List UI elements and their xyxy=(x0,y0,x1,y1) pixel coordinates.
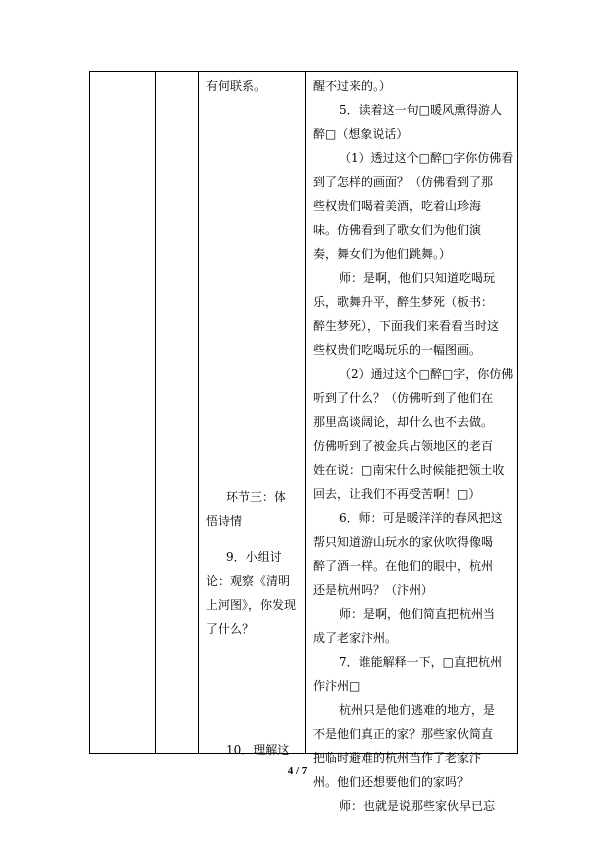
col4-line: 些权贵们喝着美酒，吃着山珍海 xyxy=(313,199,482,213)
col4-line: 回去，让我们不再受苦啊！□） xyxy=(313,487,481,501)
col4-line: 杭州只是他们逃难的地方，是 xyxy=(339,703,496,717)
page-number: 4 / 7 xyxy=(287,765,308,777)
col3-line: 悟诗情 xyxy=(206,514,243,528)
column-divider-3 xyxy=(305,71,306,754)
col4-line: 那里高谈阔论，却什么也不去做。 xyxy=(313,415,494,429)
table-left-border xyxy=(89,71,90,754)
col3-line: 环节三：体 xyxy=(226,490,287,504)
col4-line: 7．谁能解释一下，□直把杭州 xyxy=(339,655,502,669)
col4-line: （1）透过这个□醉□字你仿佛看 xyxy=(339,151,514,165)
col4-line: 5．读着这一句□暖风熏得游人 xyxy=(339,103,502,117)
col4-line: 作汴州□ xyxy=(313,679,361,693)
col4-line: 到了怎样的画面？（仿佛看到了那 xyxy=(313,175,494,189)
col4-line: 些权贵们吃喝玩乐的一幅图画。 xyxy=(313,343,482,357)
col4-line: 仿佛听到了被金兵占领地区的老百 xyxy=(313,439,494,453)
column-divider-2 xyxy=(198,71,199,754)
col4-line: （2）通过这个□醉□字，你仿佛 xyxy=(339,367,514,381)
col4-line: 师：是啊，他们只知道吃喝玩 xyxy=(339,271,496,285)
col4-line: 醉了酒一样。在他们的眼中，杭州 xyxy=(313,559,494,573)
col3-line: 论：观察《清明 xyxy=(206,574,291,588)
col4-line: 师：也就是说那些家伙早已忘 xyxy=(339,799,496,813)
col4-line: 醉生梦死），下面我们来看看当时这 xyxy=(313,319,500,333)
col4-line: 帮只知道游山玩水的家伙吹得像喝 xyxy=(313,535,494,549)
col4-line: 听到了什么？（仿佛听到了他们在 xyxy=(313,391,494,405)
col4-line: 味。仿佛看到了歌女们为他们演 xyxy=(313,223,482,237)
col4-line: 把临时避难的杭州当作了老家汴 xyxy=(313,751,482,765)
col4-line: 乐，歌舞升平，醉生梦死（板书： xyxy=(313,295,494,309)
table-top-border xyxy=(89,71,518,72)
col3-line: 9．小组讨 xyxy=(226,550,282,564)
col4-line: 不是他们真正的家？那些家伙简直 xyxy=(313,727,494,741)
col4-line: 醒不过来的。） xyxy=(313,79,392,93)
col4-line: 成了老家汴州。 xyxy=(313,631,398,645)
col4-line: 还是杭州吗？（汴州） xyxy=(313,583,434,597)
column-divider-1 xyxy=(155,71,156,754)
col4-line: 6．师：可是暖洋洋的春风把这 xyxy=(339,511,503,525)
col3-line: 上河图》，你发现 xyxy=(206,598,297,612)
col3-line: 了什么？ xyxy=(206,622,255,636)
col4-line: 醉□（想象说话） xyxy=(313,127,409,141)
col3-line: 10．理解这 xyxy=(226,743,290,757)
col4-line: 奏，舞女们为他们跳舞。） xyxy=(313,247,452,261)
col4-line: 姓在说：□南宋什么时候能把领土收 xyxy=(313,463,505,477)
col4-line: 州。他们还想要他们的家吗？ xyxy=(313,775,470,789)
col3-line: 有何联系。 xyxy=(206,79,267,93)
col4-line: 师：是啊，他们简直把杭州当 xyxy=(339,607,496,621)
